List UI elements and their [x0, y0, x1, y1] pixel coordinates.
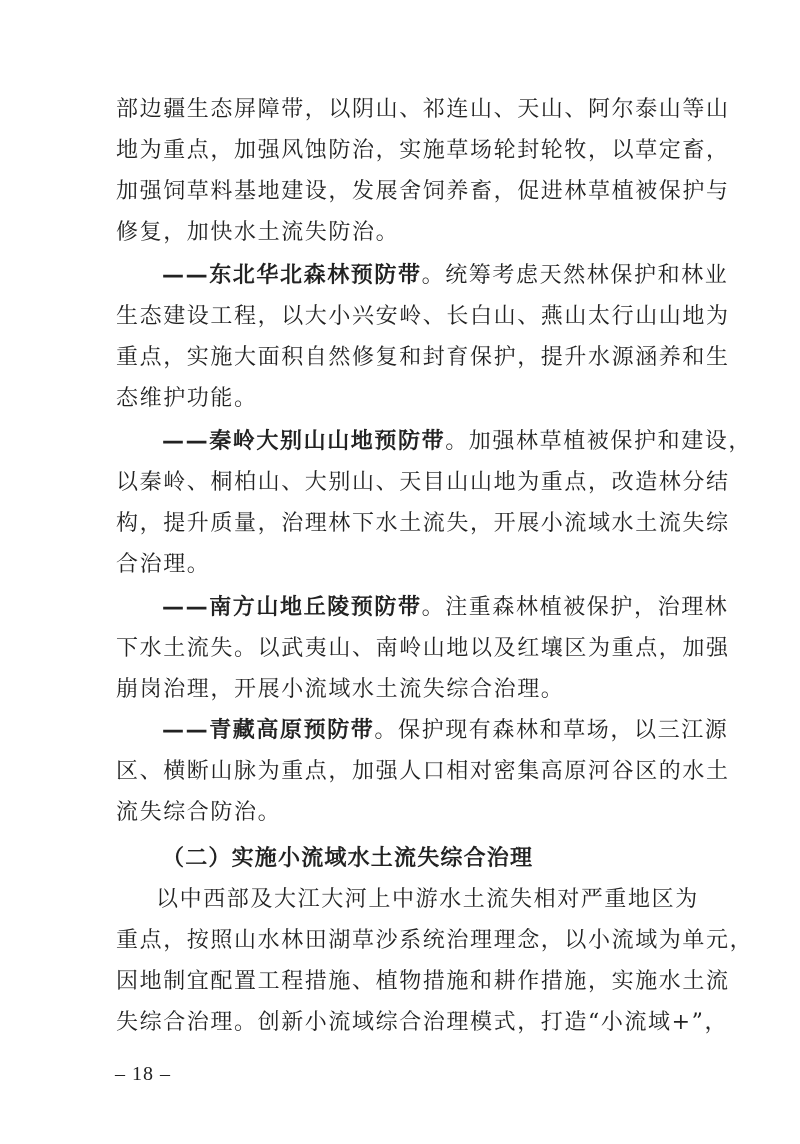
paragraph-line: 区、横断山脉为重点，加强人口相对密集高原河谷区的水土 [116, 759, 730, 784]
belt-qinling-title: ——秦岭大别山山地预防带 [162, 429, 446, 454]
paragraph-line: 因地制宜配置工程措施、植物措施和耕作措施，实施水土流 [116, 969, 730, 994]
belt-south-title: ——南方山地丘陵预防带 [162, 595, 422, 620]
paragraph-line: 修复，加快水土流失防治。 [116, 220, 400, 245]
belt-northeast-text: 。统筹考虑天然林保护和林业 [421, 263, 729, 288]
section-heading: （二）实施小流域水土流失综合治理 [162, 846, 534, 871]
paragraph-line: 流失综合防治。 [116, 800, 282, 825]
belt-qinling-first-line [162, 427, 752, 457]
paragraph-line: 失综合治理。创新小流域综合治理模式，打造“小流域+”， [116, 1010, 729, 1035]
paragraph-line: 以中西部及大江大河上中游水土流失相对严重地区为 [156, 887, 699, 912]
belt-qingzang-title: ——青藏高原预防带 [162, 718, 375, 743]
belt-qingzang-first-line [162, 716, 728, 746]
paragraph-line: 合治理。 [116, 552, 211, 577]
paragraph-line: 地为重点，加强风蚀防治，实施草场轮封轮牧，以草定畜， [116, 138, 730, 163]
paragraph-line: 加强饲草料基地建设，发展舍饲养畜，促进林草植被保护与 [116, 179, 730, 204]
paragraph-line: 崩岗治理，开展小流域水土流失综合治理。 [116, 677, 565, 702]
belt-northeast-first-line [162, 261, 728, 291]
paragraph-line: 以秦岭、桐柏山、大别山、天目山山地为重点，改造林分结 [116, 470, 730, 495]
belt-south-first-line [162, 593, 728, 623]
paragraph-line: 生态建设工程，以大小兴安岭、长白山、燕山太行山山地为 [116, 304, 730, 329]
paragraph-line: 构，提升质量，治理林下水土流失，开展小流域水土流失综 [116, 511, 730, 536]
belt-qinling-text: 。加强林草植被保护和建设， [445, 429, 753, 454]
paragraph-line: 下水土流失。以武夷山、南岭山地以及红壤区为重点，加强 [116, 636, 730, 661]
belt-northeast-title: ——东北华北森林预防带 [162, 263, 422, 288]
paragraph-line: 重点，实施大面积自然修复和封育保护，提升水源涵养和生 [116, 345, 730, 370]
paragraph-line: 重点，按照山水林田湖草沙系统治理理念，以小流域为单元， [116, 928, 754, 953]
belt-qingzang-text: 。保护现有森林和草场，以三江源 [374, 718, 729, 743]
page-number: – 18 – [115, 1063, 171, 1085]
paragraph-line: 部边疆生态屏障带，以阴山、祁连山、天山、阿尔泰山等山 [116, 97, 730, 122]
belt-south-text: 。注重森林植被保护，治理林 [421, 595, 729, 620]
paragraph-line: 态维护功能。 [116, 386, 258, 411]
